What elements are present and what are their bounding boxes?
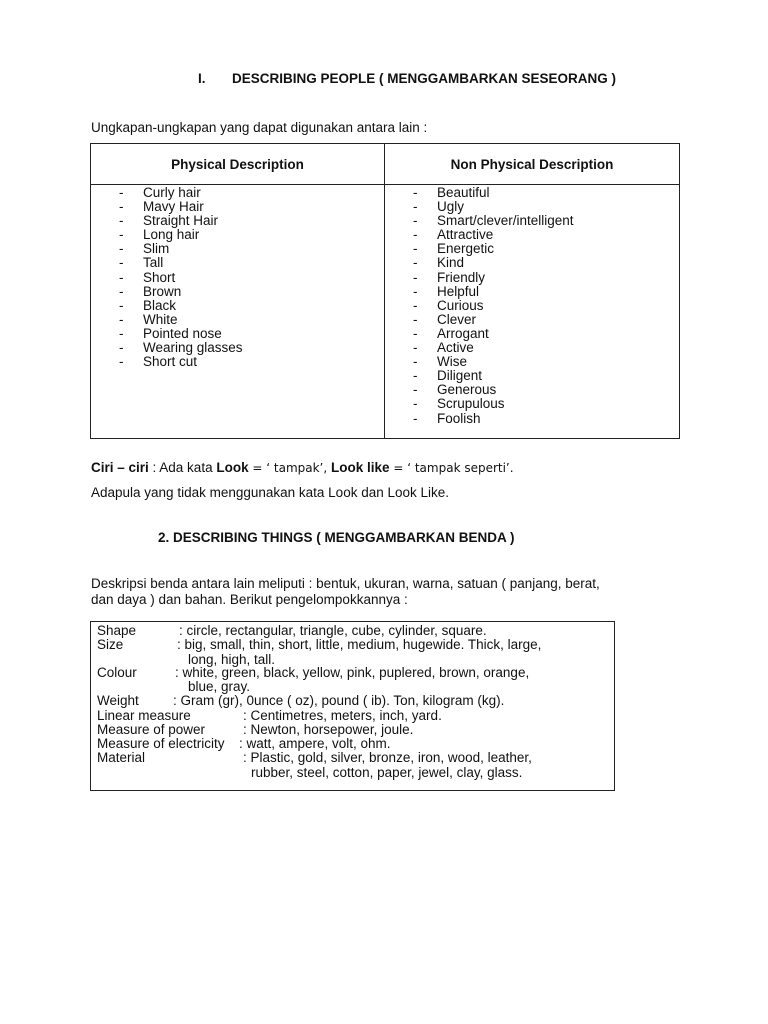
physical-item-text: Pointed nose xyxy=(143,325,222,341)
power-label: Measure of power xyxy=(97,722,206,737)
nonphysical-item-text: Energetic xyxy=(437,241,495,257)
look-like-meaning: = ‘ tampak seperti’. xyxy=(389,461,514,475)
colour-label: Colour xyxy=(97,665,137,680)
nonphysical-item-text: Arrogant xyxy=(437,325,489,341)
nonphysical-item-text: Scrupulous xyxy=(437,396,505,412)
colour-value: : white, green, black, yellow, pink, puplered, brown, orange, xyxy=(175,665,530,680)
section2-title: 2. DESCRIBING THINGS ( MENGGAMBARKAN BENDA ) xyxy=(158,530,515,545)
physical-description-header: Physical Description xyxy=(91,144,385,185)
nonphysical-items-list xyxy=(385,185,679,426)
dash-bullet: - xyxy=(413,227,418,243)
nonphysical-item-text: Helpful xyxy=(437,283,480,299)
physical-item xyxy=(91,228,384,242)
dash-bullet: - xyxy=(119,340,124,356)
dash-bullet: - xyxy=(413,283,418,299)
nonphysical-item-text: Kind xyxy=(437,255,465,271)
colour-value-continued: blue, gray. xyxy=(188,679,251,694)
nonphysical-item xyxy=(385,313,679,327)
physical-items-cell xyxy=(91,185,385,439)
nonphysical-item-text: Beautiful xyxy=(437,185,490,200)
dash-bullet: - xyxy=(119,227,124,243)
physical-item xyxy=(91,256,384,270)
dash-bullet: - xyxy=(413,311,418,327)
physical-item xyxy=(91,271,384,285)
physical-item xyxy=(91,313,384,327)
physical-item xyxy=(91,242,384,256)
physical-item-text: White xyxy=(143,311,178,327)
linear-measure-value: : Centimetres, meters, inch, yard. xyxy=(243,708,442,723)
dash-bullet: - xyxy=(413,325,418,341)
physical-item-text: Short xyxy=(143,269,176,285)
nonphysical-item xyxy=(385,341,679,355)
nonphysical-item xyxy=(385,327,679,341)
physical-item xyxy=(91,341,384,355)
physical-item-text: Brown xyxy=(143,283,182,299)
nonphysical-item xyxy=(385,383,679,397)
size-value: : big, small, thin, short, little, medium, hugewide. Thick, large, xyxy=(177,637,542,652)
weight-label: Weight xyxy=(97,693,139,708)
dash-bullet: - xyxy=(413,255,418,271)
dash-bullet: - xyxy=(413,368,418,384)
dash-bullet: - xyxy=(413,396,418,412)
dash-bullet: - xyxy=(119,297,124,313)
things-description-box xyxy=(90,621,615,791)
dash-bullet: - xyxy=(119,325,124,341)
physical-item-text: Short cut xyxy=(143,354,198,370)
nonphysical-item xyxy=(385,397,679,411)
table-body-row xyxy=(91,185,680,439)
nonphysical-item-text: Clever xyxy=(437,311,477,327)
nonphysical-item xyxy=(385,214,679,228)
shape-value: : circle, rectangular, triangle, cube, cylinder, square. xyxy=(179,623,487,638)
nonphysical-item-text: Attractive xyxy=(437,227,494,243)
physical-item-text: Straight Hair xyxy=(143,213,219,229)
linear-measure-label: Linear measure xyxy=(97,708,191,723)
nonphysical-item-text: Generous xyxy=(437,382,497,398)
nonphysical-item-text: Ugly xyxy=(437,199,465,215)
nonphysical-item xyxy=(385,200,679,214)
dash-bullet: - xyxy=(413,185,418,200)
material-label: Material xyxy=(97,750,146,765)
ciri-ciri-line xyxy=(91,460,514,475)
nonphysical-item-text: Active xyxy=(437,340,474,356)
size-label: Size xyxy=(97,637,124,652)
dash-bullet: - xyxy=(119,269,124,285)
nonphysical-item xyxy=(385,271,679,285)
adapula-note: Adapula yang tidak menggunakan kata Look dan Look Like. xyxy=(91,485,450,500)
physical-item xyxy=(91,200,384,214)
dash-bullet: - xyxy=(119,255,124,271)
physical-item xyxy=(91,327,384,341)
physical-item xyxy=(91,285,384,299)
physical-item-text: Curly hair xyxy=(143,185,201,200)
dash-bullet: - xyxy=(413,241,418,257)
dash-bullet: - xyxy=(119,199,124,215)
power-value: : Newton, horsepower, joule. xyxy=(243,722,414,737)
dash-bullet: - xyxy=(413,410,418,426)
nonphysical-item-text: Curious xyxy=(437,297,484,313)
physical-item-text: Wearing glasses xyxy=(143,340,243,356)
dash-bullet: - xyxy=(413,340,418,356)
look-meaning: = ‘ tampak’, xyxy=(248,461,332,475)
section1-title: DESCRIBING PEOPLE ( MENGGAMBARKAN SESEORANG ) xyxy=(232,71,617,86)
physical-item-text: Black xyxy=(143,297,177,313)
nonphysical-item xyxy=(385,228,679,242)
nonphysical-item-text: Foolish xyxy=(437,410,481,426)
nonphysical-item xyxy=(385,186,679,200)
section1-number: I. xyxy=(198,71,206,86)
physical-item-text: Tall xyxy=(143,255,164,271)
dash-bullet: - xyxy=(413,354,418,370)
nonphysical-item-text: Friendly xyxy=(437,269,486,285)
nonphysical-item xyxy=(385,369,679,383)
table-header-row xyxy=(91,144,680,185)
dash-bullet: - xyxy=(119,241,124,257)
dash-bullet: - xyxy=(413,269,418,285)
dash-bullet: - xyxy=(413,297,418,313)
nonphysical-item xyxy=(385,299,679,313)
dash-bullet: - xyxy=(119,213,124,229)
dash-bullet: - xyxy=(413,382,418,398)
nonphysical-description-header: Non Physical Description xyxy=(385,144,680,185)
dash-bullet: - xyxy=(119,311,124,327)
nonphysical-item xyxy=(385,355,679,369)
nonphysical-item xyxy=(385,412,679,426)
nonphysical-item xyxy=(385,242,679,256)
physical-item xyxy=(91,214,384,228)
nonphysical-item xyxy=(385,285,679,299)
nonphysical-item-text: Diligent xyxy=(437,368,483,384)
ciri-label: Ciri – ciri xyxy=(91,460,149,475)
physical-item xyxy=(91,355,384,369)
description-line-1: Deskripsi benda antara lain meliputi : bentuk, ukuran, warna, satuan ( panjang, berat, xyxy=(91,576,600,591)
electricity-value: : watt, ampere, volt, ohm. xyxy=(239,736,391,751)
material-value-continued: rubber, steel, cotton, paper, jewel, clay, glass. xyxy=(251,765,523,780)
physical-item xyxy=(91,299,384,313)
section1-intro: Ungkapan-ungkapan yang dapat digunakan antara lain : xyxy=(91,120,428,135)
dash-bullet: - xyxy=(413,199,418,215)
description-table xyxy=(90,143,680,439)
physical-item xyxy=(91,186,384,200)
dash-bullet: - xyxy=(119,354,124,370)
nonphysical-item xyxy=(385,256,679,270)
ciri-text: : Ada kata xyxy=(148,460,217,475)
material-value: : Plastic, gold, silver, bronze, iron, wood, leather, xyxy=(243,750,532,765)
look-keyword: Look xyxy=(216,460,249,475)
dash-bullet: - xyxy=(119,283,124,299)
physical-item-text: Long hair xyxy=(143,227,200,243)
look-like-keyword: Look like xyxy=(331,460,390,475)
dash-bullet: - xyxy=(413,213,418,229)
shape-label: Shape xyxy=(97,623,137,638)
electricity-label: Measure of electricity xyxy=(97,736,225,751)
nonphysical-items-cell xyxy=(385,185,680,439)
weight-value: : Gram (gr), 0unce ( oz), pound ( ib). Ton, kilogram (kg). xyxy=(173,693,505,708)
physical-items-list xyxy=(91,185,384,369)
nonphysical-item-text: Wise xyxy=(437,354,467,370)
dash-bullet: - xyxy=(119,185,124,200)
physical-item-text: Mavy Hair xyxy=(143,199,204,215)
section2-description xyxy=(91,576,600,608)
nonphysical-item-text: Smart/clever/intelligent xyxy=(437,213,574,229)
description-line-2: dan daya ) dan bahan. Berikut pengelompokkannya : xyxy=(91,592,408,607)
size-value-continued: long, high, tall. xyxy=(188,652,276,667)
physical-item-text: Slim xyxy=(143,241,170,257)
